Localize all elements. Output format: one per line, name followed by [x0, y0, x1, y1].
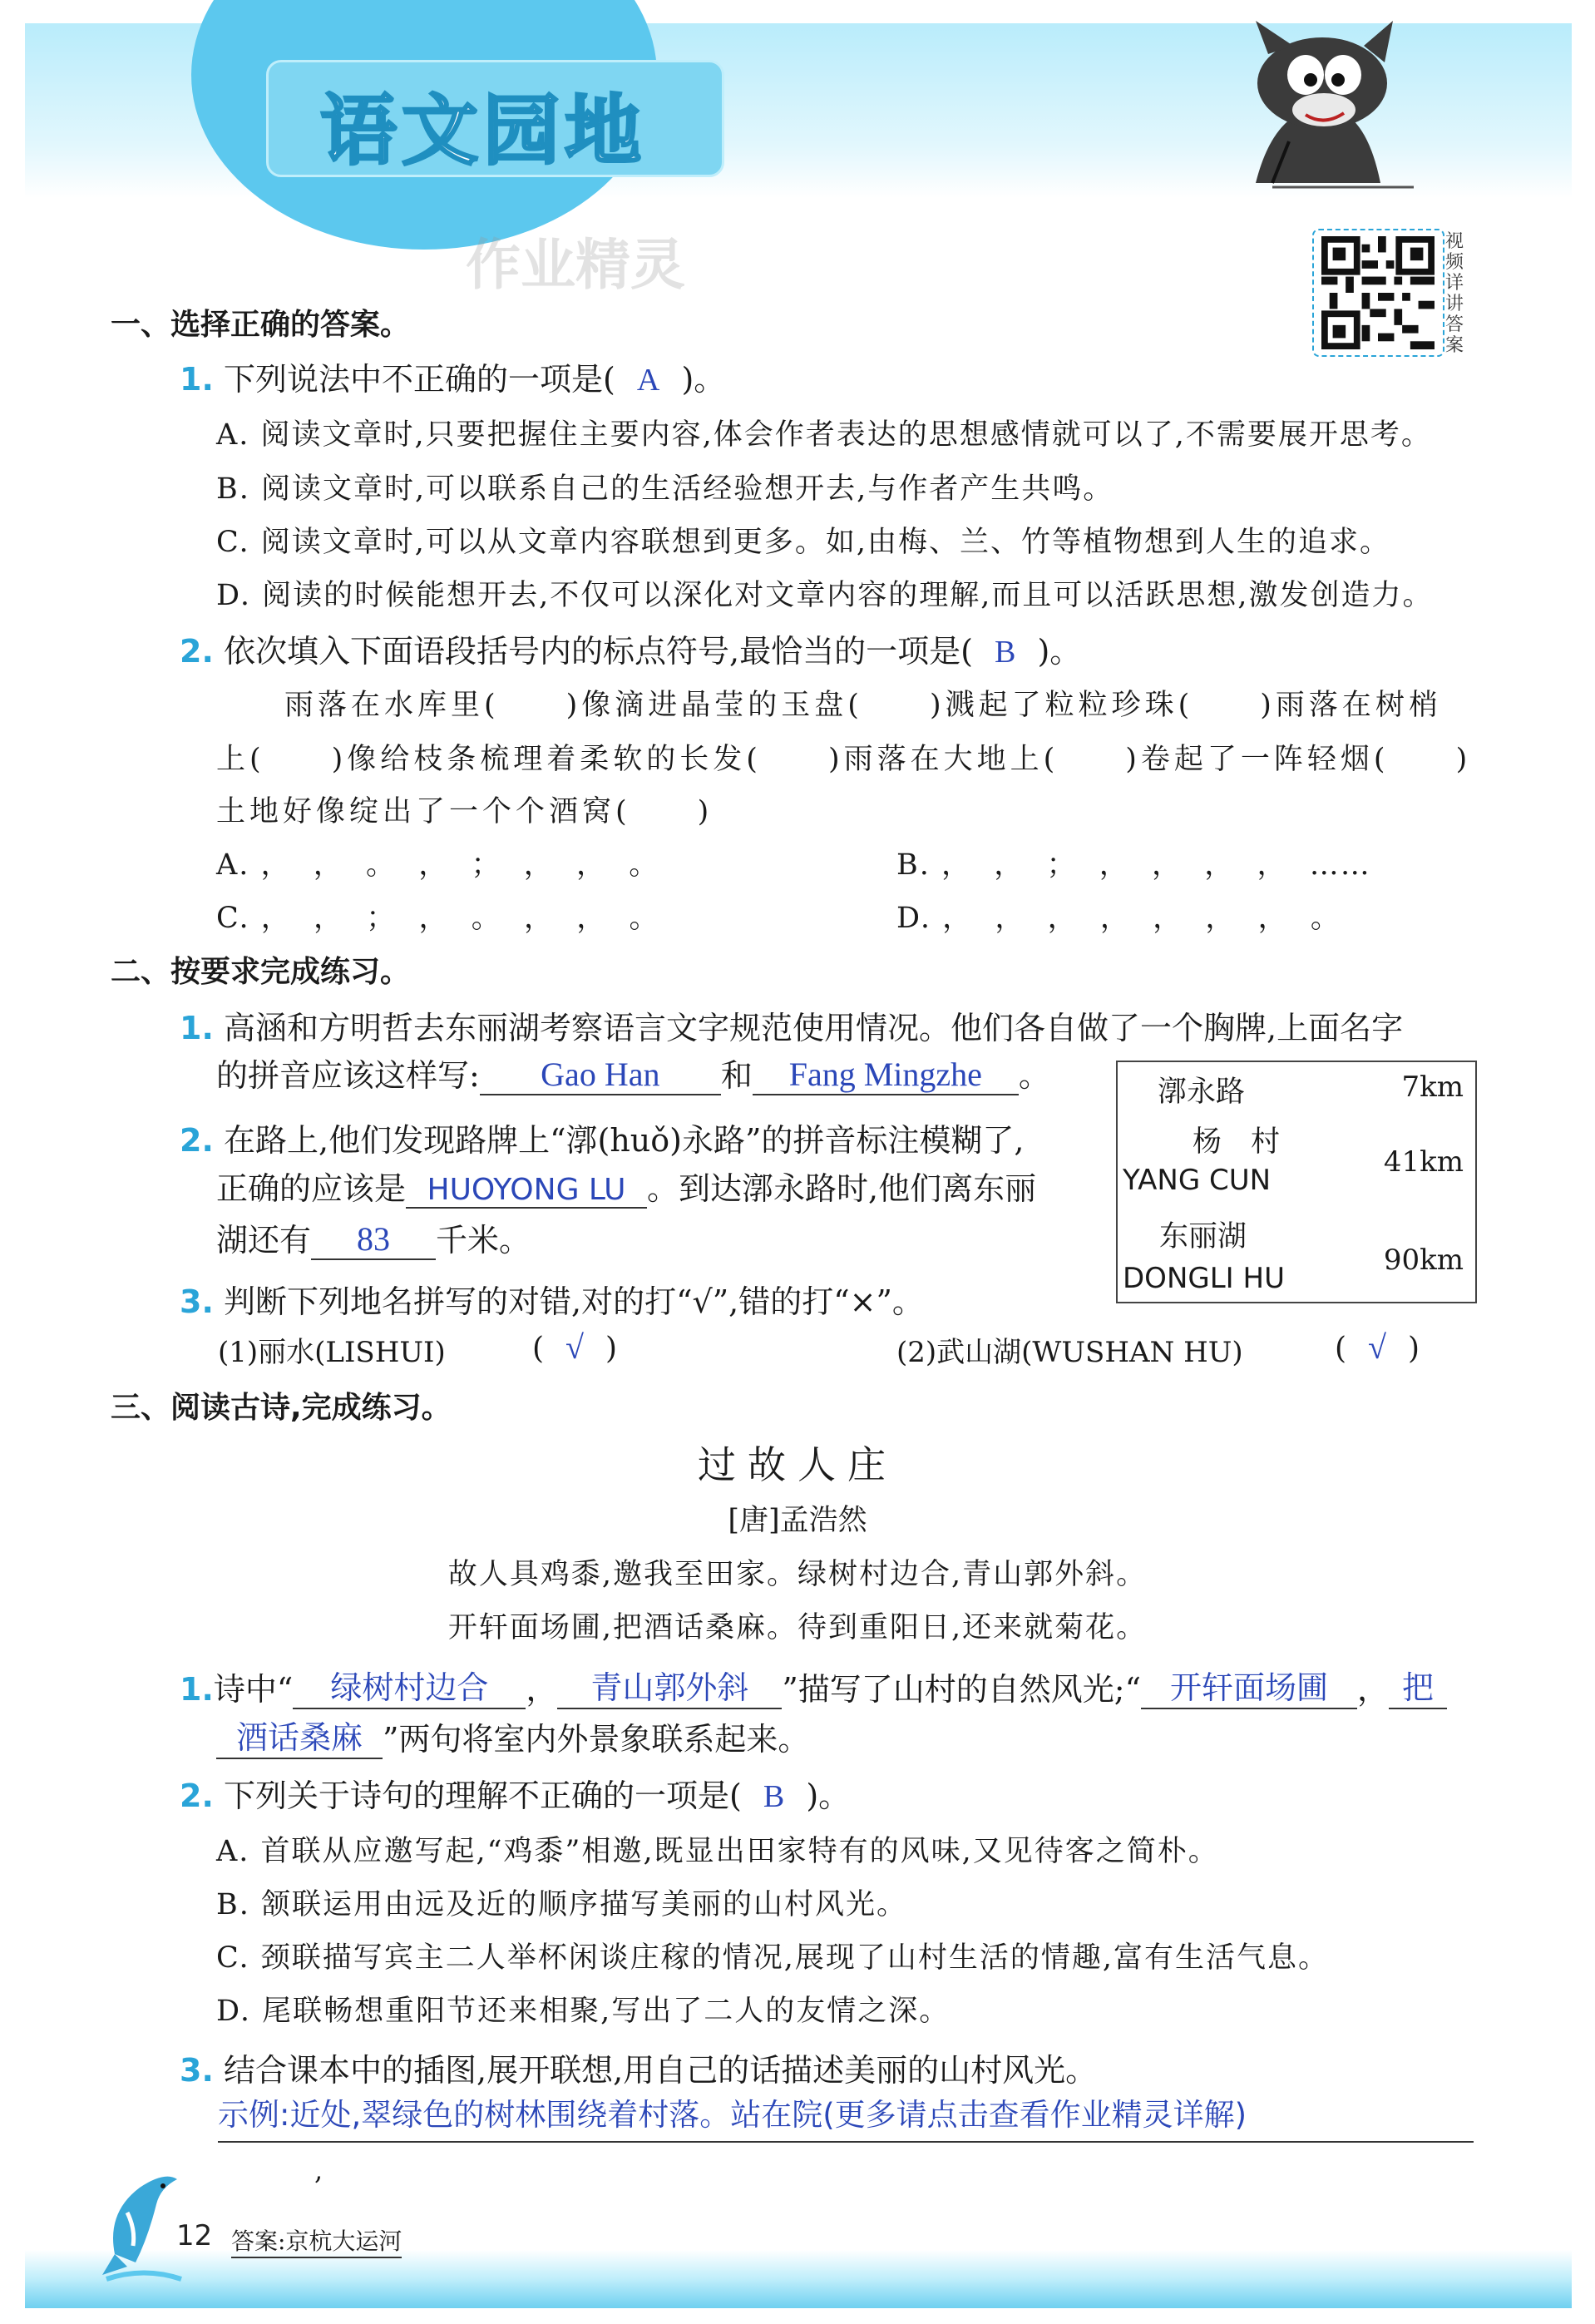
poem-title: 过故人庄	[698, 1442, 897, 1487]
sign-row2-name: 杨 村	[1193, 1125, 1281, 1159]
s2-q2-text3b: 千米。	[436, 1222, 531, 1258]
poem-author: [唐]孟浩然	[728, 1504, 867, 1537]
sign-row3-pinyin: DONGLI HU	[1123, 1262, 1285, 1295]
s2-q2-text2b: 。到达漷永路时,他们离东丽	[647, 1170, 1037, 1207]
s2-q3-prompt	[180, 1276, 924, 1322]
s3-q2-option-c: C. 颈联描写宾主二人举杯闲谈庄稼的情况,展现了山村生活的情趣,富有生活气息。	[216, 1941, 1330, 1975]
s2-q2-text1: 在路上,他们发现路牌上“漷(huǒ)永路”的拼音标注模糊了,	[223, 1122, 1025, 1159]
footer-answer: 答案:京杭大运河	[231, 2223, 402, 2258]
s3-q1-answer5: 酒话桑麻	[216, 1712, 383, 1759]
page-number: 12	[176, 2219, 213, 2252]
s3-q3-text: 结合课本中的插图,展开联想,用自己的话描述美丽的山村风光。	[223, 2052, 1098, 2089]
s1-q2-prompt-pre: 依次填入下面语段括号内的标点符号,最恰当的一项是(	[223, 633, 973, 670]
s3-q1-answer2: 青山郭外斜	[557, 1662, 782, 1709]
s1-q2-number: 2.	[180, 633, 214, 670]
s2-q1-line1	[180, 1002, 1403, 1048]
s2-q1-text1: 高涵和方明哲去东丽湖考察语言文字规范使用情况。他们各自做了一个胸牌,上面名字	[223, 1010, 1404, 1046]
s3-q1-answer1: 绿树村边合	[293, 1662, 526, 1709]
s3-q2-number: 2.	[180, 1778, 214, 1814]
s2-q1-post: 。	[1018, 1057, 1050, 1094]
s1-q2-passage-line1: 雨落在水库里( )像滴进晶莹的玉盘( )溅起了粒粒珍珠( )雨落在树梢	[284, 689, 1442, 722]
s1-q1-prompt-pre: 下列说法中不正确的一项是(	[223, 361, 615, 398]
s2-q3-ans2: √	[1368, 1328, 1386, 1366]
cat-mascot-icon	[1222, 17, 1430, 208]
s2-q2-line1	[180, 1115, 1024, 1160]
sign-row3-dist: 90km	[1383, 1244, 1464, 1277]
s1-q1-option-d: D. 阅读的时候能想开去,不仅可以深化对文章内容的理解,而且可以活跃思想,激发创造力。	[216, 579, 1434, 612]
s3-q1-answer3: 开轩面场圃	[1141, 1662, 1357, 1709]
s2-q1-and: 和	[720, 1057, 753, 1094]
s3-q2-option-a: A. 首联从应邀写起,“鸡黍”相邀,既显出田家特有的风味,又见待客之简朴。	[216, 1835, 1219, 1868]
section2-heading: 二、按要求完成练习。	[111, 955, 411, 989]
page-title: 语文园地	[320, 87, 647, 176]
s2-q2-number: 2.	[180, 1122, 214, 1159]
qr-code[interactable]	[1312, 229, 1444, 357]
road-sign	[1116, 1061, 1477, 1303]
s3-q1-comma: ，	[526, 1671, 558, 1708]
s2-q1-line2	[216, 1050, 1050, 1095]
s3-q2-prompt-pre: 下列关于诗句的理解不正确的一项是(	[223, 1778, 742, 1814]
sign-row2-dist: 41km	[1383, 1145, 1464, 1179]
s2-q3-paren2: ( √ )	[1335, 1328, 1420, 1366]
s1-q1-answer: A	[636, 363, 660, 398]
s2-q2-line2	[216, 1163, 1036, 1209]
section3-heading: 三、阅读古诗,完成练习。	[111, 1391, 452, 1425]
s3-q3-number: 3.	[180, 2052, 214, 2089]
s3-q3-stray-mark: ,	[314, 2154, 323, 2186]
sign-row3-name: 东丽湖	[1159, 1220, 1247, 1253]
s1-q2-option-d: D. ， ， ， ， ， ， ， 。	[896, 902, 1341, 935]
s1-q1-option-c: C. 阅读文章时,可以从文章内容联想到更多。如,由梅、兰、竹等植物想到人生的追求。	[216, 526, 1391, 559]
s2-q2-text3: 湖还有	[216, 1222, 312, 1258]
s3-q1-number: 1.	[180, 1671, 214, 1708]
s3-q1-post: ”两句将室内外景象联系起来。	[383, 1721, 810, 1758]
s3-q1-comma2: ，	[1357, 1671, 1390, 1708]
s2-q1-text2: 的拼音应该这样写:	[216, 1057, 480, 1094]
s3-q1-mid: ”描写了山村的自然风光;“	[782, 1671, 1142, 1708]
s1-q2-option-b: B. ， ， ； ， ， ， ， ……	[896, 848, 1371, 882]
s3-q2-prompt-post: )。	[806, 1778, 851, 1814]
s1-q2-option-c: C. ， ， ； ， 。 ， ， 。	[216, 902, 660, 935]
s1-q2-option-a: A. ， ， 。 ， ； ， ， 。	[216, 848, 660, 882]
s2-q3-text: 判断下列地名拼写的对错,对的打“√”,错的打“×”。	[223, 1283, 924, 1320]
s2-q1-number: 1.	[180, 1010, 214, 1046]
s2-q3-item1: (1)丽水(LISHUI)	[218, 1336, 446, 1369]
s1-q1-option-b: B. 阅读文章时,可以联系自己的生活经验想开去,与作者产生共鸣。	[216, 472, 1114, 506]
s1-q1-prompt	[180, 354, 725, 399]
s2-q2-answer2: 83	[311, 1219, 436, 1260]
s3-q1-line2	[216, 1712, 809, 1759]
s3-q1-line1	[180, 1662, 1447, 1709]
s2-q1-answer2: Fang Mingzhe	[753, 1055, 1019, 1095]
s2-q3-ans1: √	[565, 1328, 584, 1366]
s1-q1-number: 1.	[180, 361, 214, 398]
s2-q2-line3	[216, 1214, 531, 1260]
s2-q1-answer1: Gao Han	[480, 1055, 721, 1095]
s2-q2-answer1: HUOYONG LU	[406, 1173, 647, 1209]
s3-q2-option-b: B. 颔联运用由远及近的顺序描写美丽的山村风光。	[216, 1888, 907, 1921]
s1-q2-passage-line3: 土地好像绽出了一个个酒窝( )	[216, 795, 714, 828]
section1-heading: 一、选择正确的答案。	[111, 308, 411, 342]
s3-q1-answer4: 把	[1389, 1662, 1447, 1709]
sign-row2-pinyin: YANG CUN	[1123, 1164, 1272, 1197]
s1-q1-prompt-post: )。	[681, 361, 726, 398]
watermark: 作业精灵	[466, 233, 685, 297]
s3-q3-answer[interactable]: 示例:近处,翠绿色的树林围绕着村落。站在院(更多请点击查看作业精灵详解)	[218, 2089, 1474, 2143]
s2-q3-paren1: ( √ )	[532, 1328, 618, 1366]
s1-q2-prompt	[180, 626, 1081, 671]
s3-q2-answer: B	[763, 1779, 785, 1814]
s3-q1-pre: 诗中“	[213, 1671, 294, 1708]
s1-q2-passage-line2: 上( )像给枝条梳理着柔软的长发( )雨落在大地上( )卷起了一阵轻烟( )	[216, 743, 1472, 776]
sign-row1-dist: 7km	[1401, 1071, 1464, 1104]
poem-line2: 开轩面场圃,把酒话桑麻。待到重阳日,还来就菊花。	[447, 1611, 1148, 1644]
s1-q1-option-a: A. 阅读文章时,只要把握住主要内容,体会作者表达的思想感情就可以了,不需要展开思考。	[216, 418, 1432, 452]
s3-q2-option-d: D. 尾联畅想重阳节还来相聚,写出了二人的友情之深。	[216, 1995, 951, 2028]
s2-q3-number: 3.	[180, 1283, 214, 1320]
s1-q2-answer: B	[995, 635, 1016, 670]
poem-line1: 故人具鸡黍,邀我至田家。绿树村边合,青山郭外斜。	[447, 1558, 1148, 1591]
s3-q3-prompt	[180, 2045, 1097, 2090]
qr-code-icon	[1320, 236, 1436, 349]
footer-wave	[25, 2250, 1572, 2308]
sign-row1-name: 漷永路	[1158, 1075, 1246, 1109]
qr-caption: 视频详讲答案	[1445, 231, 1464, 356]
s2-q3-item2: (2)武山湖(WUSHAN HU)	[896, 1336, 1243, 1369]
s3-q2-prompt	[180, 1770, 850, 1816]
s2-q2-text2: 正确的应该是	[216, 1170, 407, 1207]
s1-q2-prompt-post: )。	[1037, 633, 1082, 670]
